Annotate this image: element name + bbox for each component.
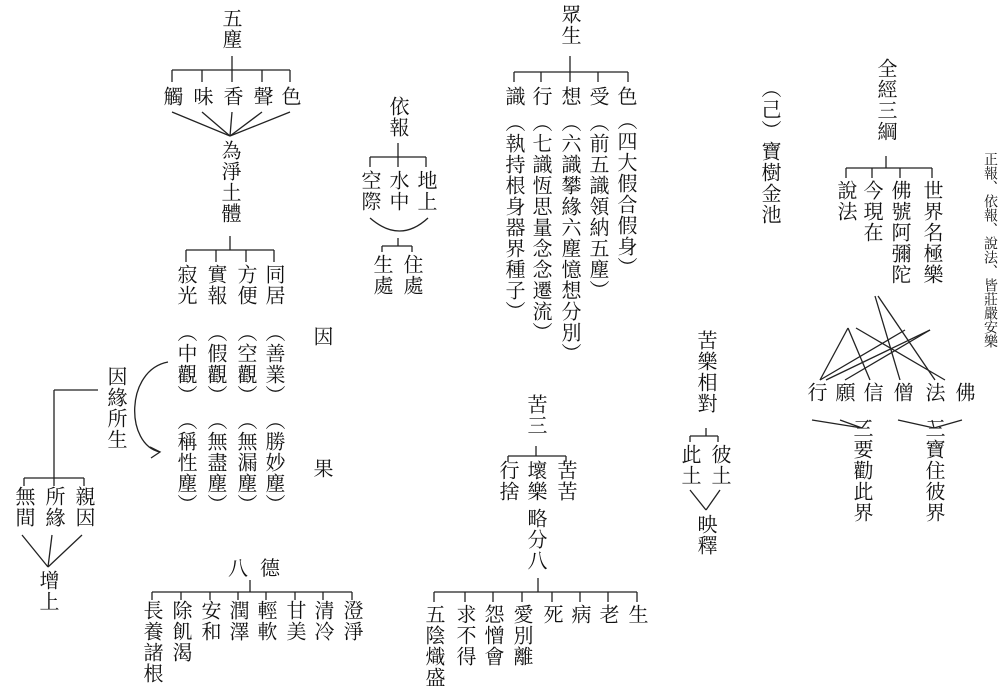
yin-label: 因 bbox=[310, 326, 334, 347]
six-xin: 信 bbox=[860, 382, 884, 403]
tu-jiguang: 寂光 bbox=[174, 264, 198, 306]
guo-label: 果 bbox=[310, 458, 334, 479]
yin-item-jiaguan: （假觀） bbox=[204, 322, 228, 406]
kule-bitu: 彼土 bbox=[708, 444, 732, 486]
yibao-shuizhong: 水中 bbox=[386, 170, 410, 212]
de-qingruan: 輕軟 bbox=[254, 600, 278, 642]
sangang-shuofa: 說法 bbox=[834, 180, 858, 222]
de-ganmei: 甘美 bbox=[283, 600, 307, 642]
zhongsheng-shou: 受 bbox=[586, 86, 610, 107]
guo-item-wulou: （無漏塵） bbox=[234, 410, 258, 515]
ku8-qiubude: 求不得 bbox=[453, 604, 477, 667]
kule-citu: 此土 bbox=[678, 444, 702, 486]
de-changyang: 長養諸根 bbox=[140, 600, 164, 684]
de-qingleng: 清冷 bbox=[311, 600, 335, 642]
wuchen-title: 五塵 bbox=[219, 8, 243, 50]
section-heading-baoshu: （己）寶樹金池 bbox=[758, 78, 782, 225]
kule-yingshi: 映釋 bbox=[694, 514, 718, 556]
zhongsheng-title: 眾生 bbox=[558, 4, 582, 46]
yibao-zhuchu: 住處 bbox=[400, 254, 424, 296]
yuan-wujian: 無間 bbox=[12, 486, 36, 528]
six-fa: 法 bbox=[922, 382, 946, 403]
yuan-suoyuan: 所緣 bbox=[42, 486, 66, 528]
yin-item-shanye: （善業） bbox=[262, 322, 286, 406]
kule-title: 苦樂相對 bbox=[694, 330, 718, 414]
tu-shibao: 實報 bbox=[204, 264, 228, 306]
zhongsheng-shi: 識 bbox=[502, 86, 526, 107]
yibao-dishang: 地上 bbox=[414, 170, 438, 212]
yibao-title: 依報 bbox=[386, 96, 410, 138]
de-chujike: 除飢渴 bbox=[169, 600, 193, 663]
tu-fangbian: 方便 bbox=[234, 264, 258, 306]
bade-label: 八德 bbox=[228, 556, 292, 580]
ku8-lao: 老 bbox=[596, 604, 620, 625]
sangang-title: 全經三綱 bbox=[874, 58, 898, 142]
wuchen-item-se: 色 bbox=[278, 86, 302, 107]
sanyao-label: 三要勸此界 bbox=[850, 418, 874, 523]
six-yuan: 願 bbox=[832, 382, 856, 403]
ku-xingshe: 行捨 bbox=[496, 460, 520, 502]
sangang-shijie: 世界名極樂 bbox=[920, 180, 944, 285]
guo-item-shengmiao: （勝妙塵） bbox=[262, 410, 286, 515]
note-xing: （七識恆思量念念遷流） bbox=[529, 112, 553, 343]
ku-kuku: 苦苦 bbox=[554, 460, 578, 502]
ku-huaile: 壞樂 bbox=[524, 460, 548, 502]
zhongsheng-xing: 行 bbox=[529, 86, 553, 107]
yin-item-zhongguan: （中觀） bbox=[174, 322, 198, 406]
tu-tongju: 同居 bbox=[262, 264, 286, 306]
ku8-bing: 病 bbox=[568, 604, 592, 625]
de-anhe: 安和 bbox=[198, 600, 222, 642]
ku-san-label: 苦三 bbox=[524, 394, 548, 436]
note-se: （四大假合假身） bbox=[614, 110, 638, 278]
note-shi: （執持根身器界種子） bbox=[502, 112, 526, 322]
ku-fenba-label: 略分八 bbox=[524, 508, 548, 571]
wuchen-item-chu: 觸 bbox=[160, 86, 184, 107]
ku8-aibieli: 愛別離 bbox=[510, 604, 534, 667]
note-shou: （前五識領納五塵） bbox=[586, 112, 610, 301]
six-xing: 行 bbox=[804, 382, 828, 403]
ku8-yuanzeng: 怨憎會 bbox=[481, 604, 505, 667]
wuchen-item-xiang: 香 bbox=[220, 86, 244, 107]
wuchen-item-sheng: 聲 bbox=[250, 86, 274, 107]
ku8-wuyin: 五陰熾盛 bbox=[422, 604, 446, 688]
yibao-kongji: 空際 bbox=[358, 170, 382, 212]
zhongsheng-xiang: 想 bbox=[558, 86, 582, 107]
yin-item-kongguan: （空觀） bbox=[234, 322, 258, 406]
side-note: 正報、依報、說法、皆莊嚴安樂 bbox=[982, 152, 998, 348]
six-fo: 佛 bbox=[952, 382, 976, 403]
note-xiang: （六識攀緣六塵憶想分別） bbox=[558, 112, 582, 364]
ku8-si: 死 bbox=[540, 604, 564, 625]
zengshang-label: 增上 bbox=[36, 570, 60, 612]
sangang-fohao: 佛號阿彌陀 bbox=[888, 180, 912, 285]
wuchen-item-wei: 味 bbox=[190, 86, 214, 107]
yibao-shengchu: 生處 bbox=[370, 254, 394, 296]
zhongsheng-se: 色 bbox=[614, 86, 638, 107]
jingtu-ti-label: 為淨土體 bbox=[218, 140, 242, 224]
guo-item-wujin: （無盡塵） bbox=[204, 410, 228, 515]
ku8-sheng: 生 bbox=[625, 604, 649, 625]
de-runze: 潤澤 bbox=[226, 600, 250, 642]
guo-item-chengxing: （稱性塵） bbox=[174, 410, 198, 515]
six-seng: 僧 bbox=[890, 382, 914, 403]
yinyuan-label: 因緣所生 bbox=[104, 366, 128, 450]
de-chengjing: 澄淨 bbox=[340, 600, 364, 642]
sanbao-label: 三寶住彼界 bbox=[922, 418, 946, 523]
yuan-qinyin: 親因 bbox=[72, 486, 96, 528]
sangang-jinxianzai: 今現在 bbox=[860, 180, 884, 243]
